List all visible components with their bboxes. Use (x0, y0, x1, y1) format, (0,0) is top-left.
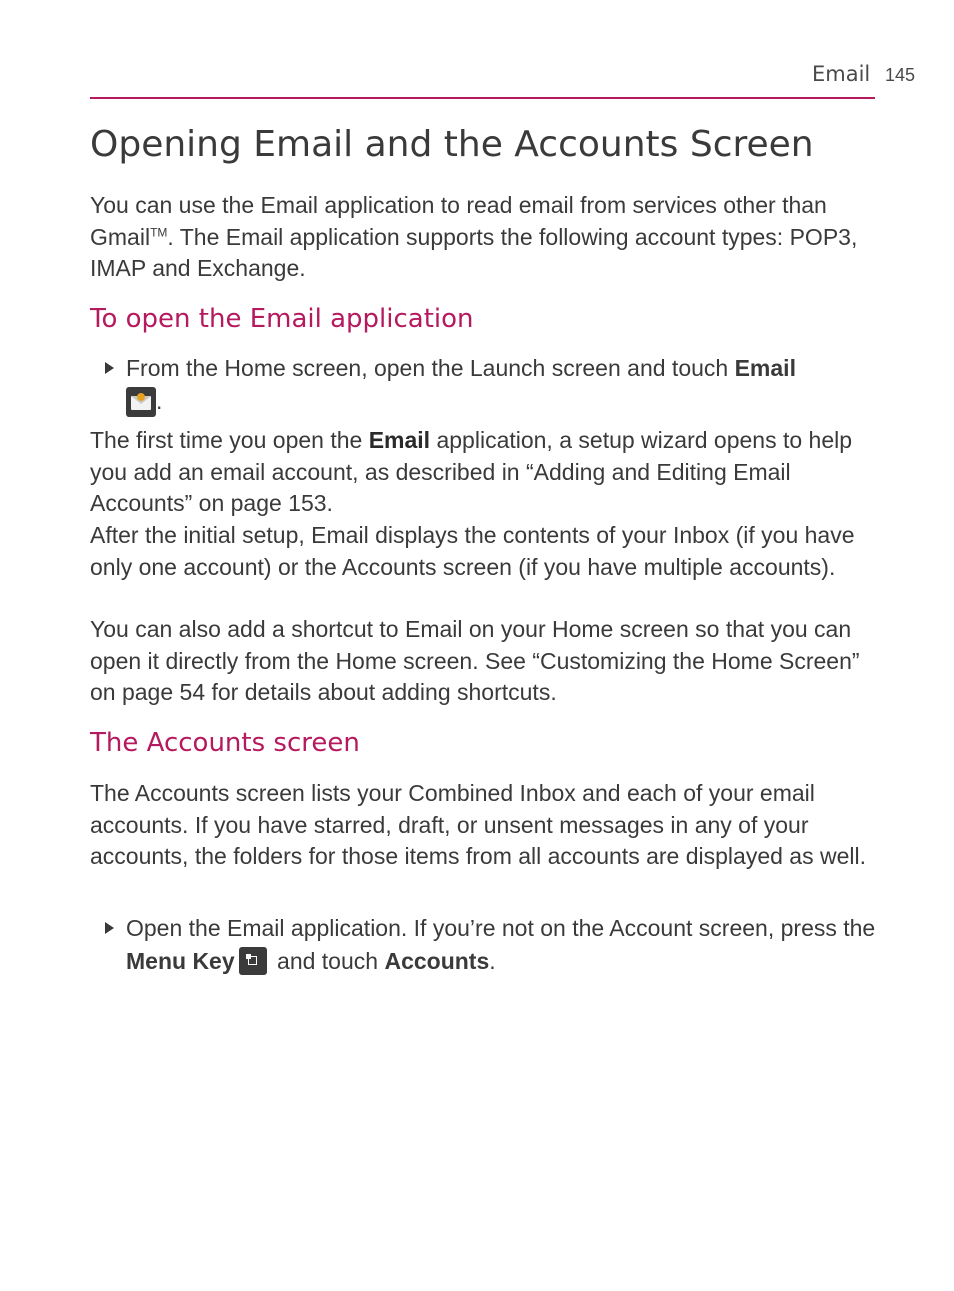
menu-key-icon (239, 947, 267, 975)
email-app-icon (126, 387, 156, 417)
first-time-bold-email: Email (368, 427, 431, 453)
bullet-open-email (126, 352, 886, 417)
bullet-bold-accounts: Accounts (384, 947, 490, 974)
bullet-bold-menu-key: Menu Key (126, 947, 235, 974)
trademark-mark: TM (150, 224, 168, 239)
header-divider (90, 97, 875, 99)
section-heading-accounts-screen: The Accounts screen (90, 728, 360, 758)
bullet-end: . (489, 947, 496, 974)
bullet-end: . (156, 387, 163, 414)
bullet-text: Open the Email application. If you’re not on the Account screen, press the (126, 915, 876, 941)
bullet-arrow-icon (105, 922, 114, 934)
header-section-label: Email (812, 62, 871, 86)
bullet-open-accounts (126, 912, 886, 977)
page-title: Opening Email and the Accounts Screen (90, 124, 814, 165)
intro-text-rest: . The Email application supports the following account types: POP3, IMAP and Exchange. (90, 223, 858, 282)
first-time-text-rest: application, a setup wizard opens to help you add an email account, as described in “Adding and Editing Email Accounts” on page 153. (90, 427, 853, 517)
bullet-arrow-icon (105, 362, 114, 374)
initial-setup-paragraph: After the initial setup, Email displays the contents of your Inbox (if you have only one account) or the Accounts screen (if you have multiple accounts). (90, 522, 855, 580)
intro-paragraph (90, 190, 890, 285)
intro-text: You can use the Email application to read email from services other than Gmail (90, 192, 827, 250)
bullet-text-touch: and touch (270, 947, 385, 974)
page-number: 145 (885, 65, 916, 85)
bullet-text: From the Home screen, open the Launch screen and touch (126, 355, 735, 381)
first-time-paragraph (90, 425, 890, 520)
bullet-bold-email: Email (734, 355, 796, 381)
accounts-paragraph: The Accounts screen lists your Combined Inbox and each of your email accounts. If you have starred, draft, or unsent messages in any of your accounts, the folders for those items from all accounts are displayed as well. (90, 780, 866, 870)
first-time-text: The first time you open the (90, 427, 369, 453)
section-heading-open-email: To open the Email application (90, 304, 474, 334)
shortcut-paragraph: You can also add a shortcut to Email on your Home screen so that you can open it directly from the Home screen. See “Customizing the Home Screen” on page 54 for details about adding shortcuts. (90, 616, 860, 706)
